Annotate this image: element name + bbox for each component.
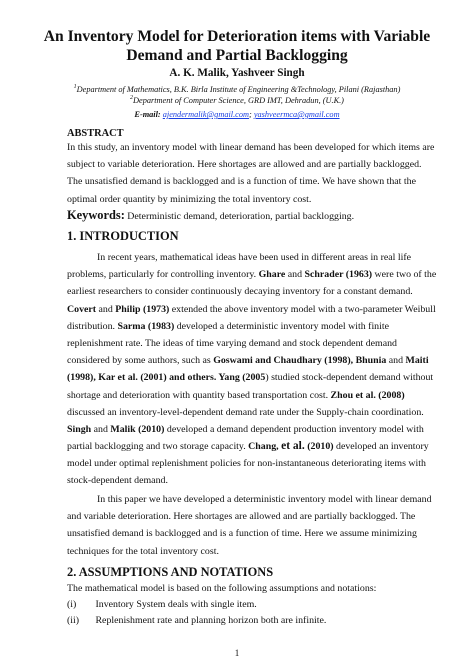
assumption-item <box>67 615 326 626</box>
abstract-line: The unsatisfied demand is backlogged and is a function of time. We have shown that the <box>67 176 416 188</box>
introduction-line <box>67 283 413 300</box>
citation-text: Philip (1973) <box>115 303 170 315</box>
abstract-line: In this study, an inventory model with linear demand has been developed for which items are <box>67 142 435 153</box>
citation-text: Chang, <box>248 441 282 453</box>
keywords-label: Keywords: <box>67 208 125 222</box>
body-text: distribution. <box>67 320 118 332</box>
citation-text: Zhou et al. (2008) <box>330 389 405 401</box>
introduction-line <box>67 352 429 369</box>
introduction-line: unsatisfied demand is backlogged and is a function of time. Here we assume minimizing <box>67 528 417 540</box>
body-text: In recent years, mathematical ideas have been used in different areas in real life <box>97 252 412 263</box>
keywords-text: Deterministic demand, deterioration, partial backlogging. <box>127 211 355 222</box>
citation-text: Maiti <box>405 355 429 367</box>
title-line: An Inventory Model for Deterioration items with Variable <box>43 28 431 45</box>
affiliation-text: Department of Mathematics, B.K. Birla Institute of Engineering &Technology, Pilani (Rajasthan) <box>76 84 401 94</box>
assumption-text: Replenishment rate and planning horizon both are infinite. <box>95 615 327 626</box>
citation-text: Malik (2010) <box>110 423 165 435</box>
keywords <box>67 208 354 223</box>
abstract-line: subject to variable deterioration. Here shortages are allowed and are partially backlogged. <box>67 159 422 171</box>
body-text: problems, particularly for controlling inventory. <box>67 269 259 281</box>
body-text: partial backlogging and two storage capacity. <box>67 441 249 453</box>
assumption-item <box>67 599 257 610</box>
body-text: discussed an inventory-level-dependent demand rate under the Supply-chain coordination. <box>67 406 424 418</box>
body-text: and <box>96 303 116 315</box>
body-text: developed a deterministic inventory model with finite <box>174 320 389 332</box>
citation-text: (1998), Kar et al. (2001) and others. Yang (2005 <box>67 372 266 384</box>
introduction-line <box>67 335 409 352</box>
title-line: Demand and Partial Backlogging <box>126 47 348 64</box>
body-text: developed a demand dependent production inventory model with <box>164 423 424 435</box>
assumption-text: Inventory System deals with single item. <box>95 599 257 610</box>
email-separator: ; <box>248 110 252 119</box>
body-text: replenishment rate. The ideas of time varying demand and stock dependent demand <box>67 337 397 349</box>
body-text: extended the above inventory model with a two-parameter Weibull <box>169 303 436 315</box>
body-text: stock-dependent demand. <box>67 475 168 487</box>
affiliation-mark: 2 <box>130 95 134 101</box>
citation-text: et al. <box>281 440 305 453</box>
introduction-line: In this paper we have developed a deterministic inventory model with linear demand <box>97 494 432 505</box>
citation-text: Ghare <box>258 269 286 281</box>
abstract-body <box>67 139 435 208</box>
citation-text: Covert <box>67 303 97 315</box>
introduction-line: techniques for the total inventory cost. <box>67 545 219 557</box>
email-link-2[interactable]: yashveermca@gmail.com <box>253 110 340 119</box>
citation-text: Sarma (1983) <box>117 320 175 332</box>
introduction-line: and variable deterioration. Here shortages are allowed and are partially backlogged. The <box>67 511 416 523</box>
citation-text: (2010) <box>304 441 334 453</box>
body-text: model under optimal replenishment policies for non-instantaneous deteriorating items with <box>67 458 426 470</box>
introduction-line <box>67 301 436 318</box>
citation-text: Singh <box>67 423 92 435</box>
introduction-paragraph-1 <box>67 249 437 490</box>
page-number: 1 <box>234 648 240 658</box>
paper-title <box>40 27 434 65</box>
abstract-line: optimal order quantity by minimizing the total inventory cost. <box>67 193 312 205</box>
section-heading-assumptions: 2. ASSUMPTIONS AND NOTATIONS <box>67 565 274 579</box>
email-link-1[interactable]: ajendermalik@gmail.com <box>162 110 249 119</box>
body-text: shortage and deterioration with quantity based transportation cost. <box>67 389 331 401</box>
citation-text: Schrader (1963) <box>304 269 373 281</box>
assumption-number: (ii) <box>67 615 80 626</box>
introduction-line <box>67 404 424 421</box>
body-text: considered by some authors, such as <box>67 355 214 367</box>
body-text: and <box>386 355 406 367</box>
introduction-paragraph-2 <box>67 491 432 560</box>
body-text: and <box>285 269 305 281</box>
introduction-line <box>67 369 434 386</box>
introduction-line <box>67 472 409 489</box>
introduction-line <box>67 438 429 455</box>
assumptions-intro: The mathematical model is based on the following assumptions and notations: <box>67 583 377 594</box>
affiliation-text: Department of Computer Science, GRD IMT, Dehradun, (U.K.) <box>133 95 344 105</box>
affiliation-2 <box>40 93 434 106</box>
body-text: ) studied stock-dependent demand without <box>265 372 434 384</box>
authors: A. K. Malik, Yashveer Singh <box>169 67 305 79</box>
citation-text: Goswami and Chaudhary (1998), Bhunia <box>213 355 387 367</box>
email-line <box>40 110 434 120</box>
body-text: developed an inventory <box>333 441 429 453</box>
introduction-line <box>67 455 426 472</box>
introduction-line <box>67 387 409 404</box>
abstract-heading: ABSTRACT <box>67 128 124 139</box>
assumption-number: (i) <box>67 599 77 610</box>
introduction-line <box>67 421 424 438</box>
body-text: earliest researchers to consider continuously decaying inventory for a constant demand. <box>67 286 413 298</box>
affiliation-mark: 1 <box>73 84 77 90</box>
section-heading-introduction: 1. INTRODUCTION <box>67 229 179 243</box>
body-text: and <box>91 423 111 435</box>
introduction-line <box>67 318 409 335</box>
introduction-line <box>67 249 412 266</box>
introduction-line <box>67 266 437 283</box>
email-label: E-mail: <box>134 110 161 119</box>
body-text: were two of the <box>372 269 437 281</box>
